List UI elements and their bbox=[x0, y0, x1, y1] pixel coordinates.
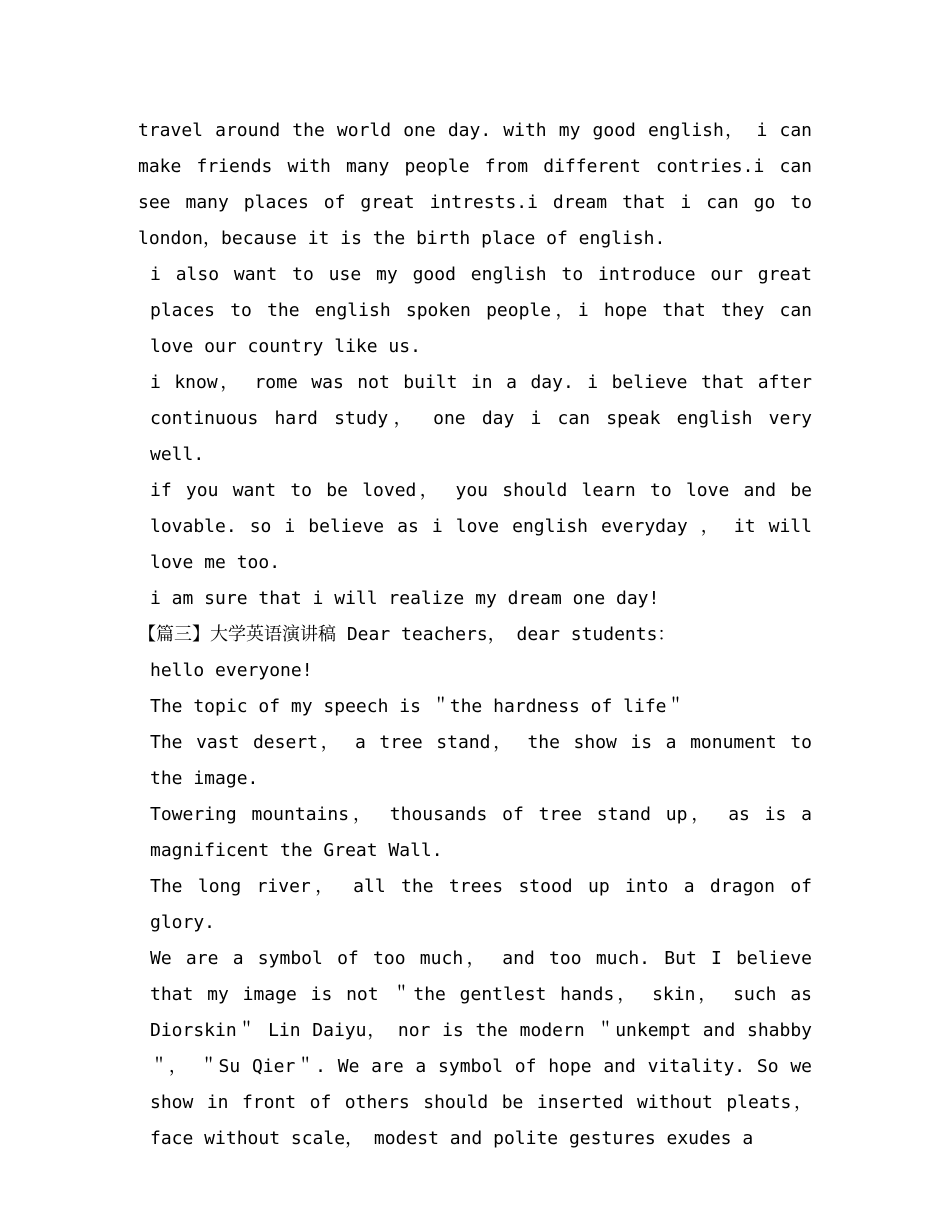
section-heading-title: 【篇三】大学英语演讲稿 bbox=[138, 624, 336, 645]
speech-paragraph-river: The long river， all the trees stood up into a dragon of glory. bbox=[150, 876, 812, 933]
document-page bbox=[138, 113, 812, 1157]
section-heading-greeting: Dear teachers， dear students： bbox=[336, 624, 676, 645]
speech-paragraph-desert: The vast desert， a tree stand， the show is a monument to the image. bbox=[150, 732, 812, 789]
paragraph-rome: i know， rome was not built in a day. i believe that after continuous hard study， one day i can speak english very well. bbox=[150, 372, 812, 465]
speech-paragraph-mountains: Towering mountains， thousands of tree stand up， as is a magnificent the Great Wall. bbox=[150, 804, 812, 861]
speech-paragraph-symbol: We are a symbol of too much， and too much. But I believe that my image is not ＂the gentlest hands， skin， such as Diorskin＂ Lin Daiyu， nor is the modern ＂unkempt and shabby＂， ＂Su Qier＂. We are a symbol of hope and vitality. So we show in front of others should be inserted without pleats， face without scale， modest and polite gestures exudes a bbox=[150, 948, 812, 1149]
section-heading bbox=[138, 617, 812, 653]
paragraph-travel: travel around the world one day. with my good english， i can make friends with many people from different contries.i can see many places of great intrests.i dream that i can go to london，because it is the birth place of english. bbox=[138, 120, 812, 249]
speech-paragraph-hello: hello everyone! bbox=[150, 660, 313, 681]
paragraph-dream: i am sure that i will realize my dream one day! bbox=[150, 588, 660, 609]
paragraph-introduce: i also want to use my good english to introduce our great places to the english spoken people，i hope that they can love our country like us. bbox=[150, 264, 812, 357]
paragraph-loved: if you want to be loved， you should learn to love and be lovable. so i believe as i love english everyday ， it will love me too. bbox=[150, 480, 812, 573]
speech-paragraph-topic: The topic of my speech is ＂the hardness of life＂ bbox=[150, 696, 685, 717]
